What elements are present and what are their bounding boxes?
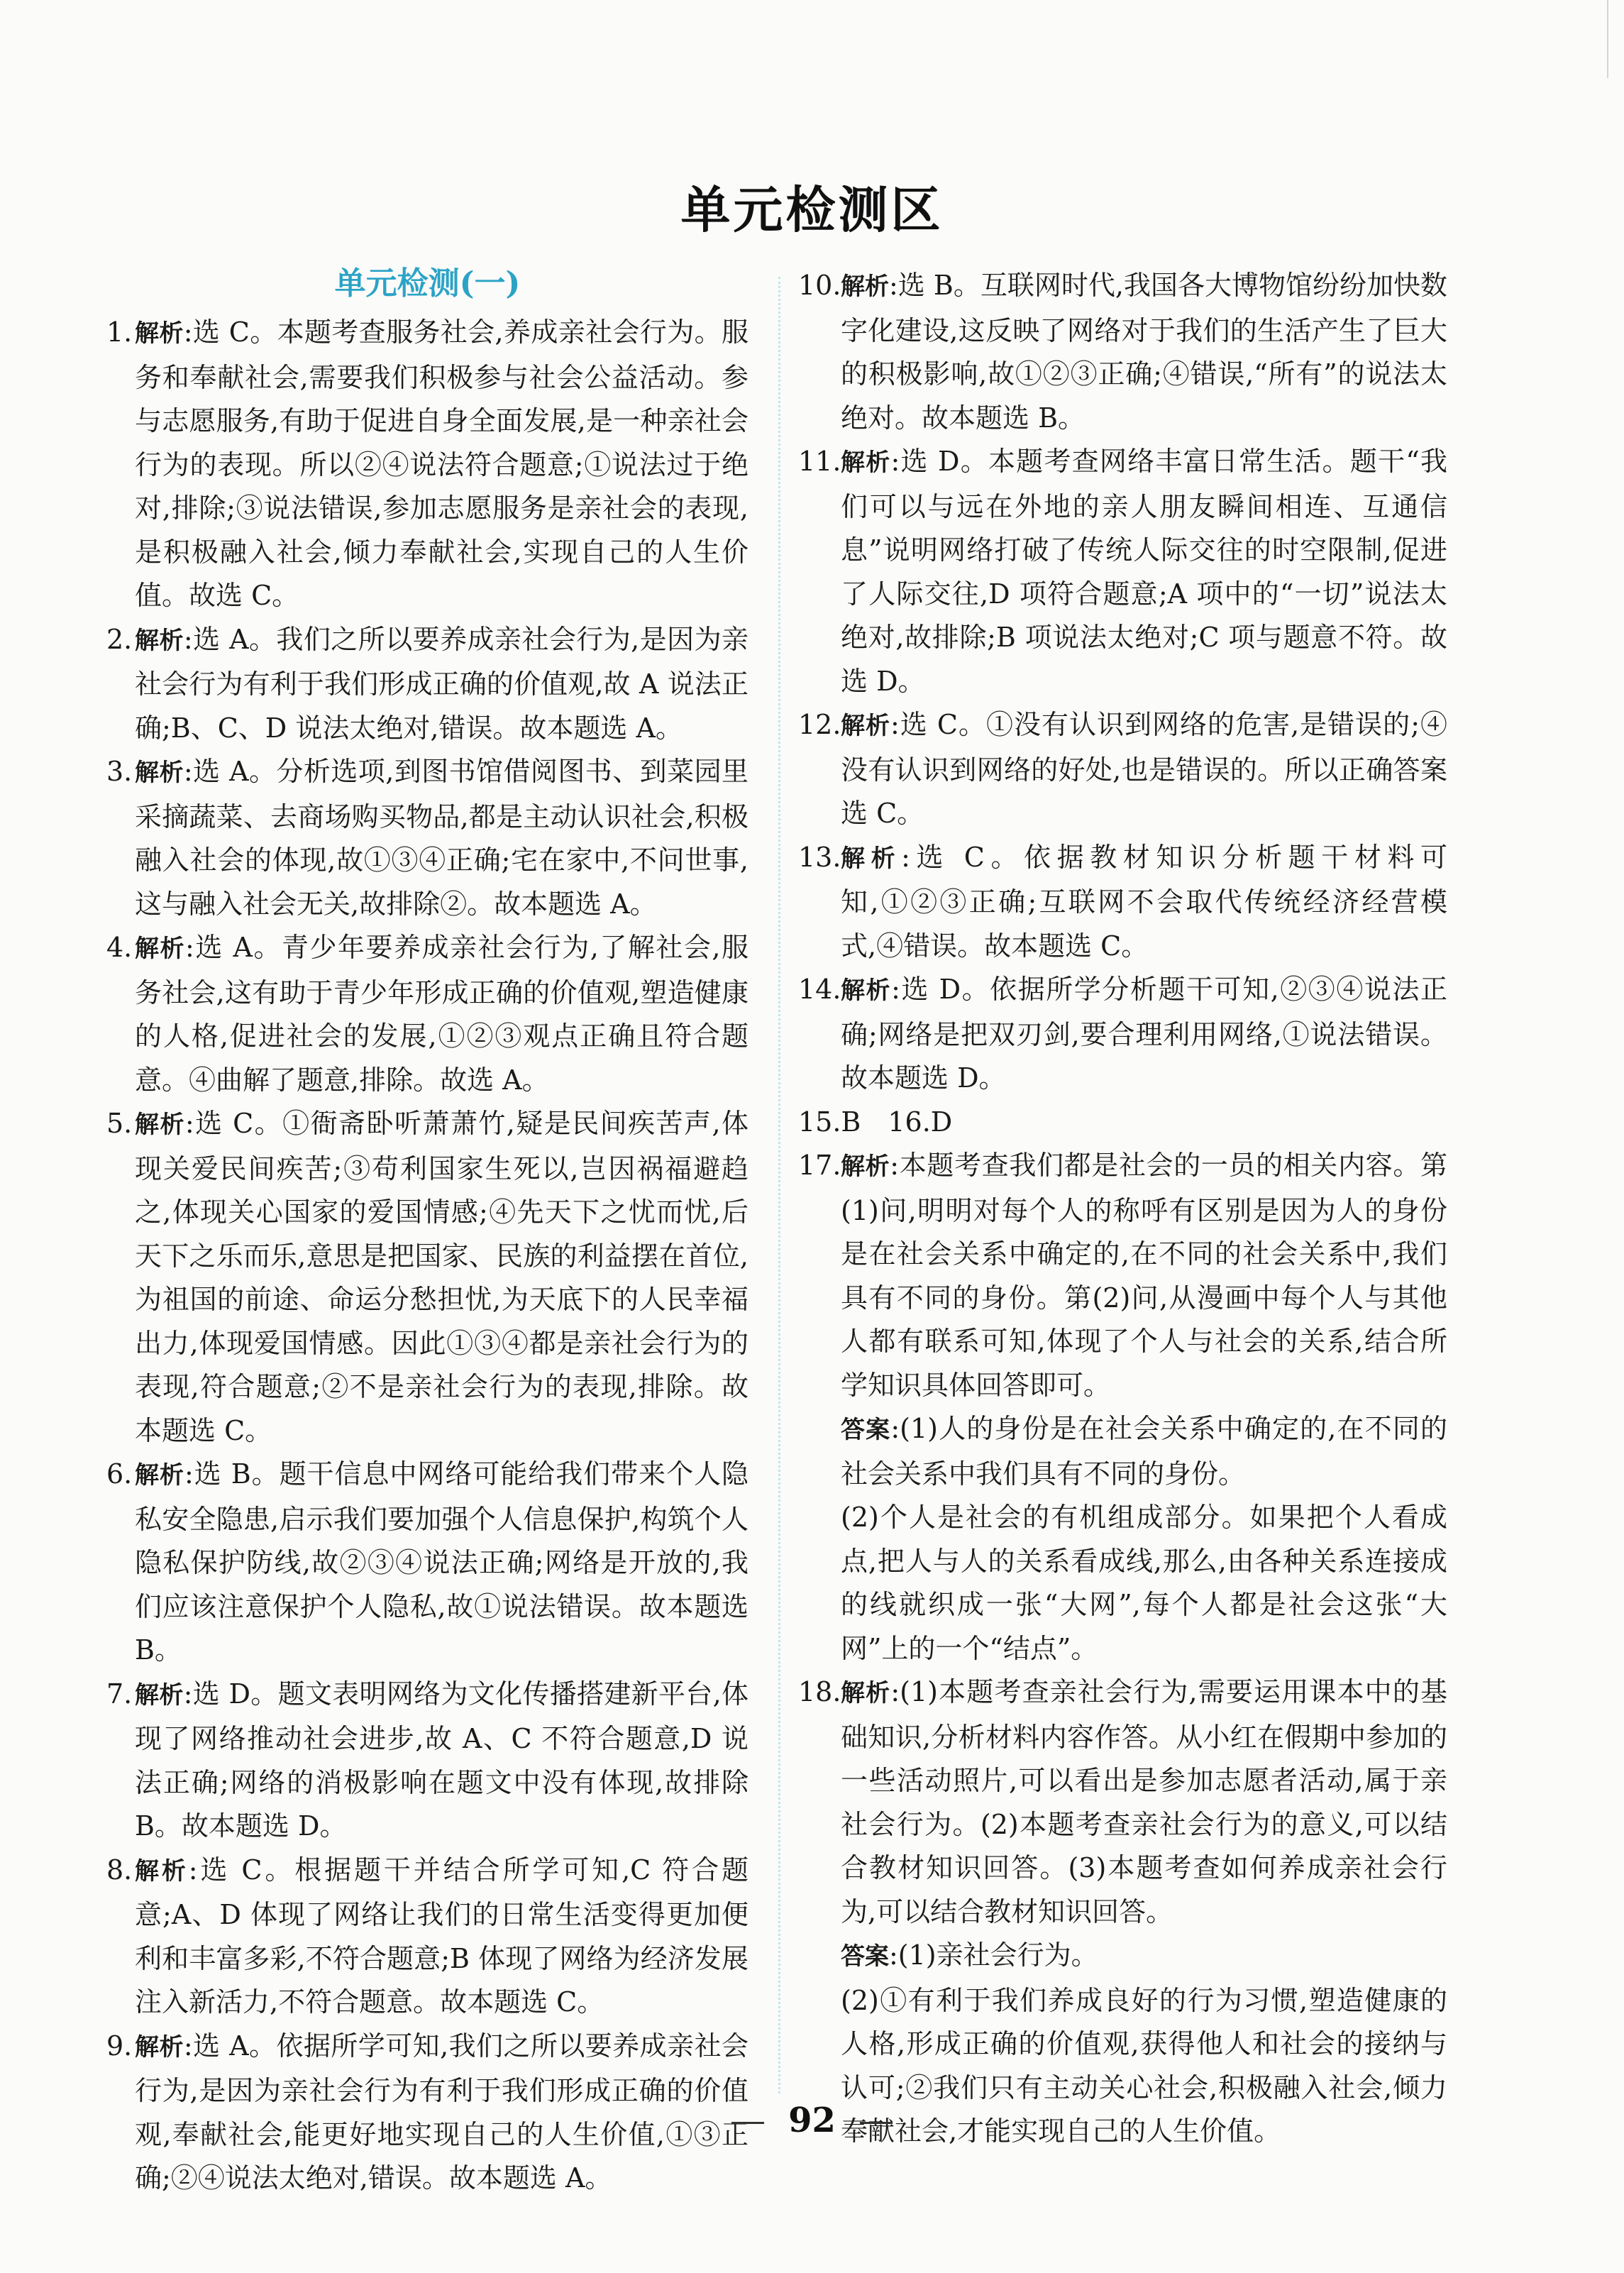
answer-item	[106, 1453, 749, 1673]
short-answers: 15.B 16.D	[798, 1106, 953, 1138]
analysis-text	[135, 618, 749, 751]
answer-text-2: (2)①有利于我们养成良好的行为习惯,塑造健康的人格,形成正确的价值观,获得他人和社会的接纳与认可;②我们只有主动关心社会,积极融入社会,倾力奉献社会,才能实现自己的人生价值。	[841, 1984, 1447, 2147]
answer-text-2: (2)个人是社会的有机组成部分。如果把个人看成点,把人与人的关系看成线,那么,由各种关系连接成的线就织成一张“大网”,每个人都是社会这张“大网”上的一个“结点”。	[841, 1502, 1447, 1664]
answer-label: 答案	[841, 1416, 891, 1444]
analysis-text	[841, 703, 1447, 836]
analysis-text: 解析:本题考查我们都是社会的一员的相关内容。第(1)问,明明对每个人的称呼有区别是因为人的身份是在社会关系中确定的,在不同的社会关系中,我们具有不同的身份。第(2)问,从漫画中每个人与其他人都有联系可知,体现了个人与社会的关系,结合所学知识具体回答即可。	[841, 1150, 1447, 1401]
answer-item	[106, 926, 749, 1102]
item-number: 3.	[106, 756, 133, 787]
answer-item	[798, 836, 1447, 969]
answer-label: 答案	[841, 1942, 889, 1971]
analysis-label: 解析	[841, 1152, 890, 1181]
analysis-text	[841, 264, 1447, 440]
item-number: 7.	[106, 1678, 133, 1710]
footer-dash-right	[860, 2122, 893, 2124]
analysis-body: :选 D。依据所学分析题干可知,②③④说法正确;网络是把双刃剑,要合理利用网络,①说法错误。故本题选 D。	[841, 974, 1447, 1094]
right-answer-list	[798, 264, 1447, 1101]
analysis-body: :选 A。分析选项,到图书馆借阅图书、到菜园里采摘蔬菜、去商场购买物品,都是主动认识社会,积极融入社会的体现,故①③④正确;宅在家中,不问世事,这与融入社会无关,故排除②。故本题选 A。	[135, 756, 749, 920]
analysis-text	[135, 1453, 749, 1673]
analysis-text	[135, 926, 749, 1102]
analysis-label: 解析	[841, 273, 890, 301]
analysis-text	[135, 1102, 749, 1453]
analysis-label: 解析	[841, 712, 891, 740]
analysis-body: :选 B。互联网时代,我国各大博物馆纷纷加快数字化建设,这反映了网络对于我们的生活产生了巨大的积极影响,故①②③正确;④错误,“所有”的说法太绝对。故本题选 B。	[841, 270, 1448, 434]
answer-item	[798, 264, 1447, 440]
answer-item	[798, 703, 1447, 836]
analysis-label: 解析	[135, 935, 186, 963]
analysis-body: :选 C。①没有认识到网络的危害,是错误的;④没有认识到网络的好处,也是错误的。所以正确答案选 C。	[841, 709, 1447, 829]
analysis-body: :选 B。题干信息中网络可能给我们带来个人隐私安全隐患,启示我们要加强个人信息保护,构筑个人隐私保护防线,故②③④说法正确;网络是开放的,我们应该注意保护个人隐私,故①说法错误。故本题选 B。	[135, 1458, 749, 1666]
analysis-label: 解析	[135, 319, 184, 348]
answer-item	[106, 1849, 749, 2025]
item-number: 12.	[798, 709, 841, 740]
analysis-label: 解析	[135, 1680, 184, 1710]
item-number: 1.	[106, 317, 133, 348]
section-title: 单元检测(一)	[334, 265, 521, 302]
left-column	[106, 265, 749, 2201]
item-number: 10.	[798, 270, 841, 301]
answer-item	[106, 618, 749, 751]
analysis-text	[135, 311, 749, 618]
footer-dash-left	[731, 2122, 764, 2124]
answer-item	[798, 440, 1447, 703]
analysis-text	[841, 836, 1447, 969]
analysis-body: :选 C。①衙斋卧听萧萧竹,疑是民间疾苦声,体现关爱民间疾苦;③苟利国家生死以,岂因祸福避趋之,体现关心国家的爱国情感;④先天下之忧而忧,后天下之乐而乐,意思是把国家、民族的利益摆在首位,为祖国的前途、命运分愁担忧,为天底下的人民幸福出力,体现爱国情感。因此①③④都是亲社会行为的表现,符合题意;②不是亲社会行为的表现,排除。故本题选 C。	[135, 1108, 749, 1446]
analysis-text	[841, 440, 1447, 703]
analysis-label: 解析	[135, 2032, 184, 2062]
item-number: 6.	[106, 1458, 133, 1490]
analysis-body: :选 C。依据教材知识分析题干材料可知,①②③正确;互联网不会取代传统经济经营模式,④错误。故本题选 C。	[841, 841, 1448, 962]
short-answers-item	[798, 1101, 1447, 1145]
answer-text: 答案:(1)人的身份是在社会关系中确定的,在不同的社会关系中我们具有不同的身份。	[841, 1413, 1447, 1490]
item-number: 17.	[798, 1150, 841, 1181]
answer-item	[798, 968, 1447, 1101]
analysis-label: 解析	[135, 759, 184, 787]
answer-item-18	[798, 1671, 1447, 2154]
answer-item	[106, 1102, 749, 1453]
answer-item	[106, 1673, 749, 1849]
analysis-label: 解析	[841, 844, 902, 873]
item-number: 5.	[106, 1108, 133, 1139]
analysis-label: 解析	[135, 1856, 189, 1886]
analysis-text	[135, 750, 749, 926]
column-divider	[778, 277, 780, 2093]
page-title: 单元检测区	[680, 180, 944, 239]
answer-item	[106, 311, 749, 618]
analysis-body: :选 A。我们之所以要养成亲社会行为,是因为亲社会行为有利于我们形成正确的价值观,故 A 说法正确;B、C、D 说法太绝对,错误。故本题选 A。	[135, 623, 749, 744]
item-number: 9.	[106, 2030, 133, 2062]
item-number: 4.	[106, 932, 133, 963]
answer-item	[106, 750, 749, 926]
analysis-text	[135, 1673, 749, 1849]
analysis-body: :选 D。题文表明网络为文化传播搭建新平台,体现了网络推动社会进步,故 A、C 不符合题意,D 说法正确;网络的消极影响在题文中没有体现,故排除 B。故本题选 D。	[135, 1678, 749, 1842]
answer-text: 答案:(1)亲社会行为。	[841, 1939, 1098, 1971]
analysis-label: 解析	[135, 1461, 184, 1490]
analysis-label: 解析	[841, 976, 892, 1005]
answer-item-17	[798, 1144, 1447, 1671]
analysis-body: :选 C。根据题干并结合所学可知,C 符合题意;A、D 体现了网络让我们的日常生活变得更加便利和丰富多彩,不符合题意;B 体现了网络为经济发展注入新活力,不符合题意。故本题选 C。	[135, 1854, 749, 2018]
page-number-footer	[0, 2101, 1624, 2140]
item-number: 13.	[798, 841, 841, 873]
analysis-label: 解析	[841, 1679, 891, 1707]
item-number: 14.	[798, 974, 841, 1005]
item-number: 18.	[798, 1676, 841, 1707]
item-number: 8.	[106, 1854, 133, 1886]
left-answer-list	[106, 311, 749, 2201]
analysis-label: 解析	[841, 448, 891, 477]
analysis-text	[135, 1849, 749, 2025]
item-number: 11.	[798, 446, 841, 477]
page-number: 92	[788, 2101, 836, 2140]
analysis-body: :选 A。青少年要养成亲社会行为,了解社会,服务社会,这有助于青少年形成正确的价值观,塑造健康的人格,促进社会的发展,①②③观点正确且符合题意。④曲解了题意,排除。故选 A。	[135, 932, 749, 1096]
analysis-body: :选 A。依据所学可知,我们之所以要养成亲社会行为,是因为亲社会行为有利于我们形成正确的价值观,奉献社会,能更好地实现自己的人生价值,①③正确;②④说法太绝对,错误。故本题选 A。	[135, 2030, 749, 2194]
analysis-text: 解析:(1)本题考查亲社会行为,需要运用课本中的基础知识,分析材料内容作答。从小红在假期中参加的一些活动照片,可以看出是参加志愿者活动,属于亲社会行为。(2)本题考查亲社会行为的意义,可以结合教材知识回答。(3)本题考查如何养成亲社会行为,可以结合教材知识回答。	[841, 1676, 1447, 1927]
item-number: 2.	[106, 623, 133, 655]
analysis-label: 解析	[135, 1111, 185, 1139]
analysis-body: :选 C。本题考查服务社会,养成亲社会行为。服务和奉献社会,需要我们积极参与社会公益活动。参与志愿服务,有助于促进自身全面发展,是一种亲社会行为的表现。所以②④说法符合题意;①说法过于绝对,排除;③说法错误,参加志愿服务是亲社会的表现,是积极融入社会,倾力奉献社会,实现自己的人生价值。故选 C。	[135, 317, 749, 611]
right-column	[798, 264, 1447, 2154]
analysis-text	[841, 968, 1447, 1101]
analysis-label: 解析	[135, 626, 184, 655]
analysis-body: :选 D。本题考查网络丰富日常生活。题干“我们可以与远在外地的亲人朋友瞬间相连、互通信息”说明网络打破了传统人际交往的时空限制,促进了人际交往,D 项符合题意;A 项中的“一切”说法太绝对,故排除;B 项说法太绝对;C 项与题意不符。故选 D。	[841, 446, 1448, 697]
page-edge-mark	[1607, 0, 1608, 78]
